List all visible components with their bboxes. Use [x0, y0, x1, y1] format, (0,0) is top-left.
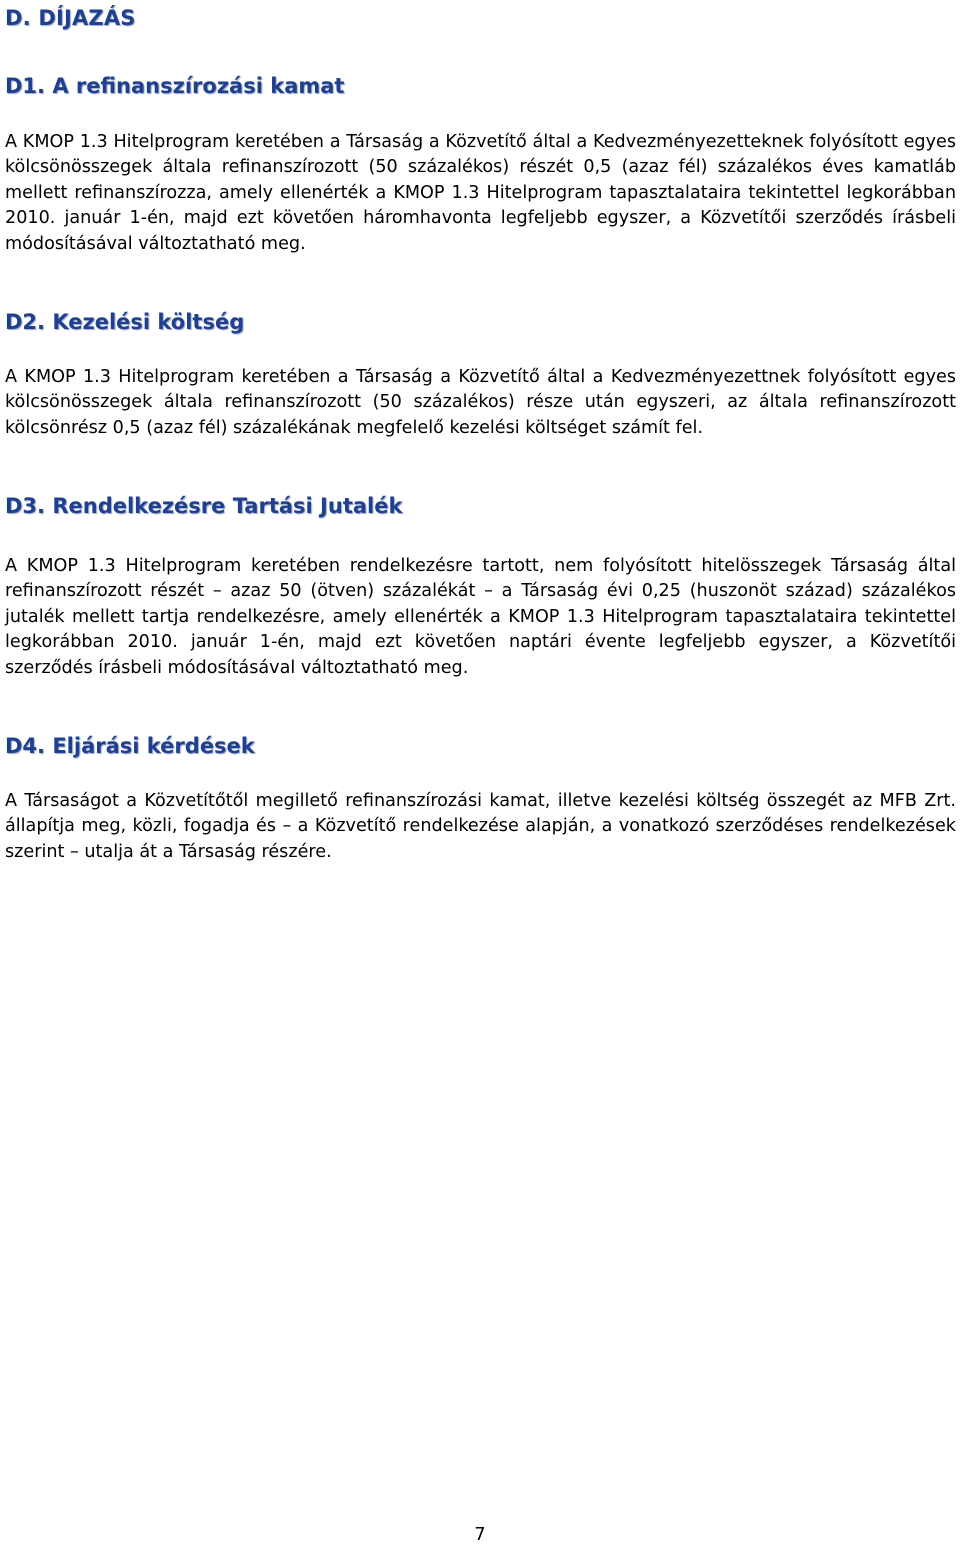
page-number: 7	[474, 1525, 486, 1545]
section-d4-title: D4. Eljárási kérdések	[5, 734, 255, 758]
chapter-heading: D. DÍJAZÁS	[5, 6, 136, 30]
section-d3-title: D3. Rendelkezésre Tartási Jutalék	[5, 494, 403, 518]
section-d2-paragraph: A KMOP 1.3 Hitelprogram keretében a Társaság a Közvetítő által a Kedvezményezettnek folyósított egyes kölcsönösszegek általa refinanszírozott (50 százalékos) része után egyszeri, az általa refinanszírozott kölcsönrész 0,5 (azaz fél) százalékának megfelelő kezelési költséget számít fel.	[5, 367, 956, 438]
section-d3-paragraph: A KMOP 1.3 Hitelprogram keretében rendelkezésre tartott, nem folyósított hitelösszegek Társaság által refinanszírozott részét – azaz 50 (ötven) százalékát – a Társaság évi 0,25 (huszonöt század) százalékos jutalék mellett tartja rendelkezésre, amely ellenérték a KMOP 1.3 Hitelprogram tapasztalataira tekintettel legkorábban 2010. január 1-én, majd ezt követően naptári évente legfeljebb egyszer, a Közvetítői szerződés írásbeli módosításával változtatható meg.	[5, 556, 956, 678]
section-d2-title: D2. Kezelési költség	[5, 310, 245, 334]
section-d1-title: D1. A refinanszírozási kamat	[5, 74, 345, 98]
section-d1-paragraph: A KMOP 1.3 Hitelprogram keretében a Társaság a Közvetítő által a Kedvezményezetteknek folyósított egyes kölcsönösszegek általa refinanszírozott (50 százalékos) részét 0,5 (azaz fél) százalékos éves kamatláb mellett refinanszírozza, amely ellenérték a KMOP 1.3 Hitelprogram tapasztalataira tekintettel legkorábban 2010. január 1-én, majd ezt követően háromhavonta legfeljebb egyszer, a Közvetítői szerződés írásbeli módosításával változtatható meg.	[5, 132, 956, 254]
section-d4-paragraph: A Társaságot a Közvetítőtől megillető refinanszírozási kamat, illetve kezelési költség összegét az MFB Zrt. állapítja meg, közli, fogadja és – a Közvetítő rendelkezése alapján, a vonatkozó szerződéses rendelkezések szerint – utalja át a Társaság részére.	[5, 791, 956, 862]
